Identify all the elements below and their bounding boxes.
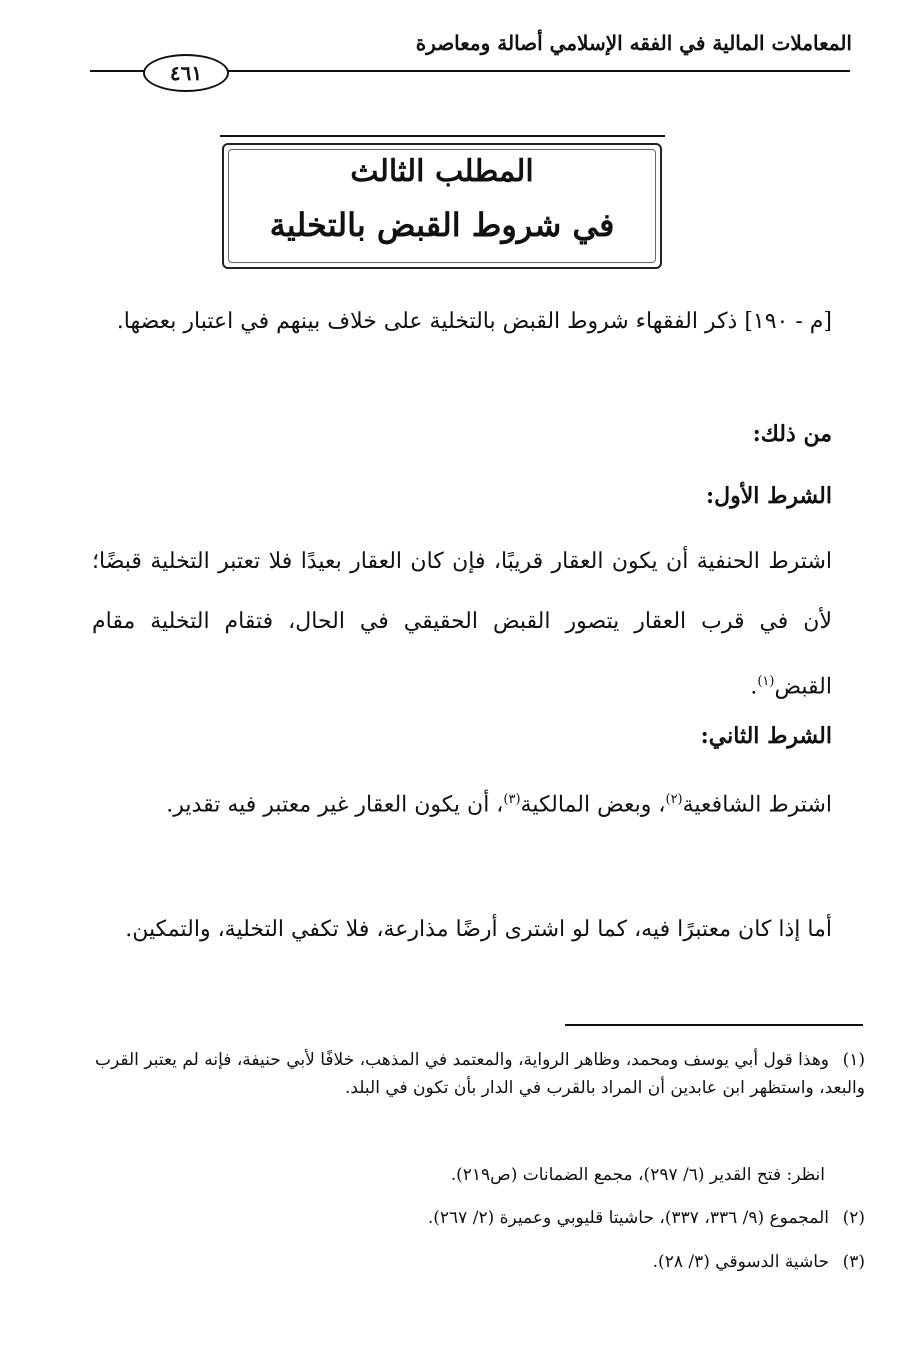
footnote-ref-2: (٢): [665, 792, 683, 807]
from-that-heading: من ذلك:: [752, 421, 832, 447]
footnote-2-number: (٢): [842, 1208, 865, 1228]
footnote-2-text: المجموع (٩/ ٣٣٦، ٣٣٧)، حاشيتا قليوبي وعميرة (٢/ ٢٦٧).: [427, 1208, 829, 1228]
page-number: ٤٦١: [143, 54, 229, 92]
condition-2-text-b: ، وبعض المالكية: [520, 792, 666, 818]
running-header-title: المعاملات المالية في الفقه الإسلامي أصالة ومعاصرة: [415, 31, 852, 55]
footnote-3-text: حاشية الدسوقي (٣/ ٢٨).: [652, 1252, 829, 1272]
title-top-rule: [220, 135, 665, 137]
intro-paragraph: [م - ١٩٠] ذكر الفقهاء شروط القبض بالتخلية على خلاف بينهم في اعتبار بعضها.: [116, 309, 832, 334]
condition-1-end: .: [750, 674, 758, 700]
condition-2-text-a: اشترط الشافعية: [682, 792, 832, 818]
footnote-3-number: (٣): [842, 1252, 865, 1272]
footnote-1: [95, 1046, 865, 1102]
footnote-separator: [565, 1024, 863, 1026]
exception-paragraph: أما إذا كان معتبرًا فيه، كما لو اشترى أرضًا مذارعة، فلا تكفي التخلية، والتمكين.: [125, 917, 832, 942]
footnote-ref-3: (٣): [503, 792, 521, 807]
condition-1-paragraph: [92, 532, 832, 717]
condition-1-text: اشترط الحنفية أن يكون العقار قريبًا، فإن كان العقار بعيدًا فلا تعتبر التخلية قبضًا؛ لأن في قرب العقار يتصور القبض الحقيقي في الحال، فتقام التخلية مقام القبض: [92, 549, 832, 700]
footnote-1-text: وهذا قول أبي يوسف ومحمد، وظاهر الرواية، والمعتمد في المذهب، خلافًا لأبي حنيفة، فإنه لم يعتبر القرب والبعد، واستظهر ابن عابدين أن المراد بالقرب في الدار بأن تكون في البلد.: [95, 1050, 865, 1098]
condition-2-heading: الشرط الثاني:: [700, 723, 832, 749]
footnote-ref-1: (١): [757, 674, 775, 689]
condition-2-paragraph: [92, 770, 832, 835]
footnote-3: [95, 1248, 865, 1276]
section-subtitle: في شروط القبض بالتخلية: [269, 206, 615, 244]
footnote-2: [95, 1204, 865, 1232]
condition-2-text-c: ، أن يكون العقار غير معتبر فيه تقدير.: [166, 792, 504, 818]
footnote-1-reference: انظر: فتح القدير (٦/ ٢٩٧)، مجمع الضمانات (ص٢١٩).: [450, 1165, 825, 1185]
section-title: المطلب الثالث: [350, 154, 534, 189]
condition-1-heading: الشرط الأول:: [706, 483, 832, 509]
footnote-1-number: (١): [842, 1050, 865, 1070]
